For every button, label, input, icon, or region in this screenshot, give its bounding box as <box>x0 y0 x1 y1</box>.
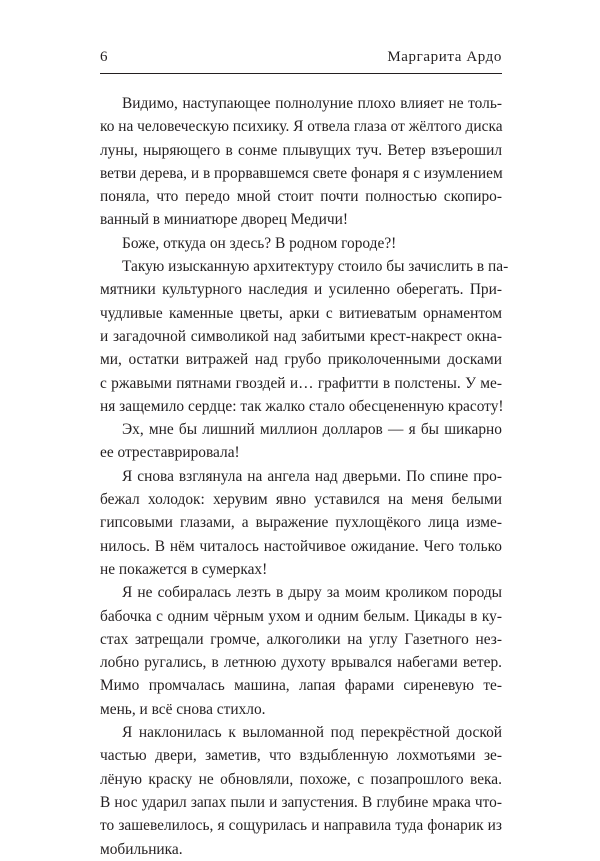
text-line: Такую изысканную архитектуру стоило бы зачислить в па- <box>122 258 509 276</box>
text-line: ми, остатки витражей над грубо приколоченными досками <box>100 351 502 369</box>
text-line: нилось. В нём читалось настойчивое ожидание. Чего только <box>100 537 502 555</box>
text-line: частью двери, заметив, что вздыбленную лохмотьями зе- <box>100 747 502 765</box>
text-line: стах затрещали громче, алкоголики на углу Газетного нез- <box>100 630 502 648</box>
text-line: бежал холодок: херувим явно уставился на меня белыми <box>100 491 502 509</box>
text-line: ня защемило сердце: так жалко стало обесцененную красоту! <box>100 397 504 415</box>
text-line: чудливые каменные цветы, арки с витиеватым орнаментом <box>100 304 502 322</box>
header-divider <box>100 73 502 74</box>
text-line: с ржавыми пятнами гвоздей и… графитти в полстены. У ме- <box>100 374 502 392</box>
text-line: лёную краску не обновляли, похоже, с позапрошлого века. <box>100 770 502 788</box>
text-line: мятники культурного наследия и усиленно оберегать. При- <box>100 281 502 299</box>
text-line: мобильника. <box>100 840 183 858</box>
text-line: луны, ныряющего в сонме плывущих туч. Ветер взъерошил <box>100 141 502 159</box>
text-line: ко на человеческую психику. Я отвела глаза от жёлтого диска <box>100 118 503 136</box>
text-line: поняла, что передо мной стоит почти полностью скопиро- <box>100 188 502 206</box>
text-line: ветви дерева, и в прорвавшемся свете фонаря я с изумлением <box>100 164 503 182</box>
body-text <box>100 92 509 861</box>
text-line: Мимо промчалась машина, лапая фарами сиреневую те- <box>100 677 502 695</box>
text-line: Видимо, наступающее полнолуние плохо влияет не толь- <box>122 95 502 112</box>
text-line: Боже, откуда он здесь? В родном городе?! <box>122 234 397 252</box>
page-number: 6 <box>100 49 108 65</box>
text-line: гипсовыми глазами, а выражение пухлощёкого лица изме- <box>100 514 502 532</box>
running-header <box>100 47 502 73</box>
text-line: Я наклонилась к выломанной под перекрёстной доской <box>122 724 502 742</box>
text-line: то зашевелилось, я сощурилась и направила туда фонарик из <box>100 817 502 835</box>
text-line: В нос ударил запах пыли и запустения. В глубине мрака что- <box>100 793 502 811</box>
text-line: Я снова взглянула на ангела над дверьми. По спине про- <box>122 467 502 485</box>
text-line: Я не собиралась лезть в дыру за моим кроликом породы <box>122 584 502 602</box>
text-line: бабочка с одним чёрным ухом и одним белым. Цикады в ку- <box>100 607 502 625</box>
text-line: ее отреставрировала! <box>100 444 240 462</box>
text-line: не покажется в сумерках! <box>100 560 268 578</box>
text-line: лобно ругались, в летнюю духоту врывался набегами ветер. <box>100 654 502 672</box>
header-author: Маргарита Ардо <box>387 49 502 65</box>
text-line: Эх, мне бы лишний миллион долларов — я бы шикарно <box>122 421 502 439</box>
text-line: и загадочной символикой над забитыми крест-накрест окна- <box>100 327 502 345</box>
text-line: мень, и всё снова стихло. <box>100 700 266 718</box>
text-line: ванный в миниатюре дворец Медичи! <box>100 211 348 229</box>
